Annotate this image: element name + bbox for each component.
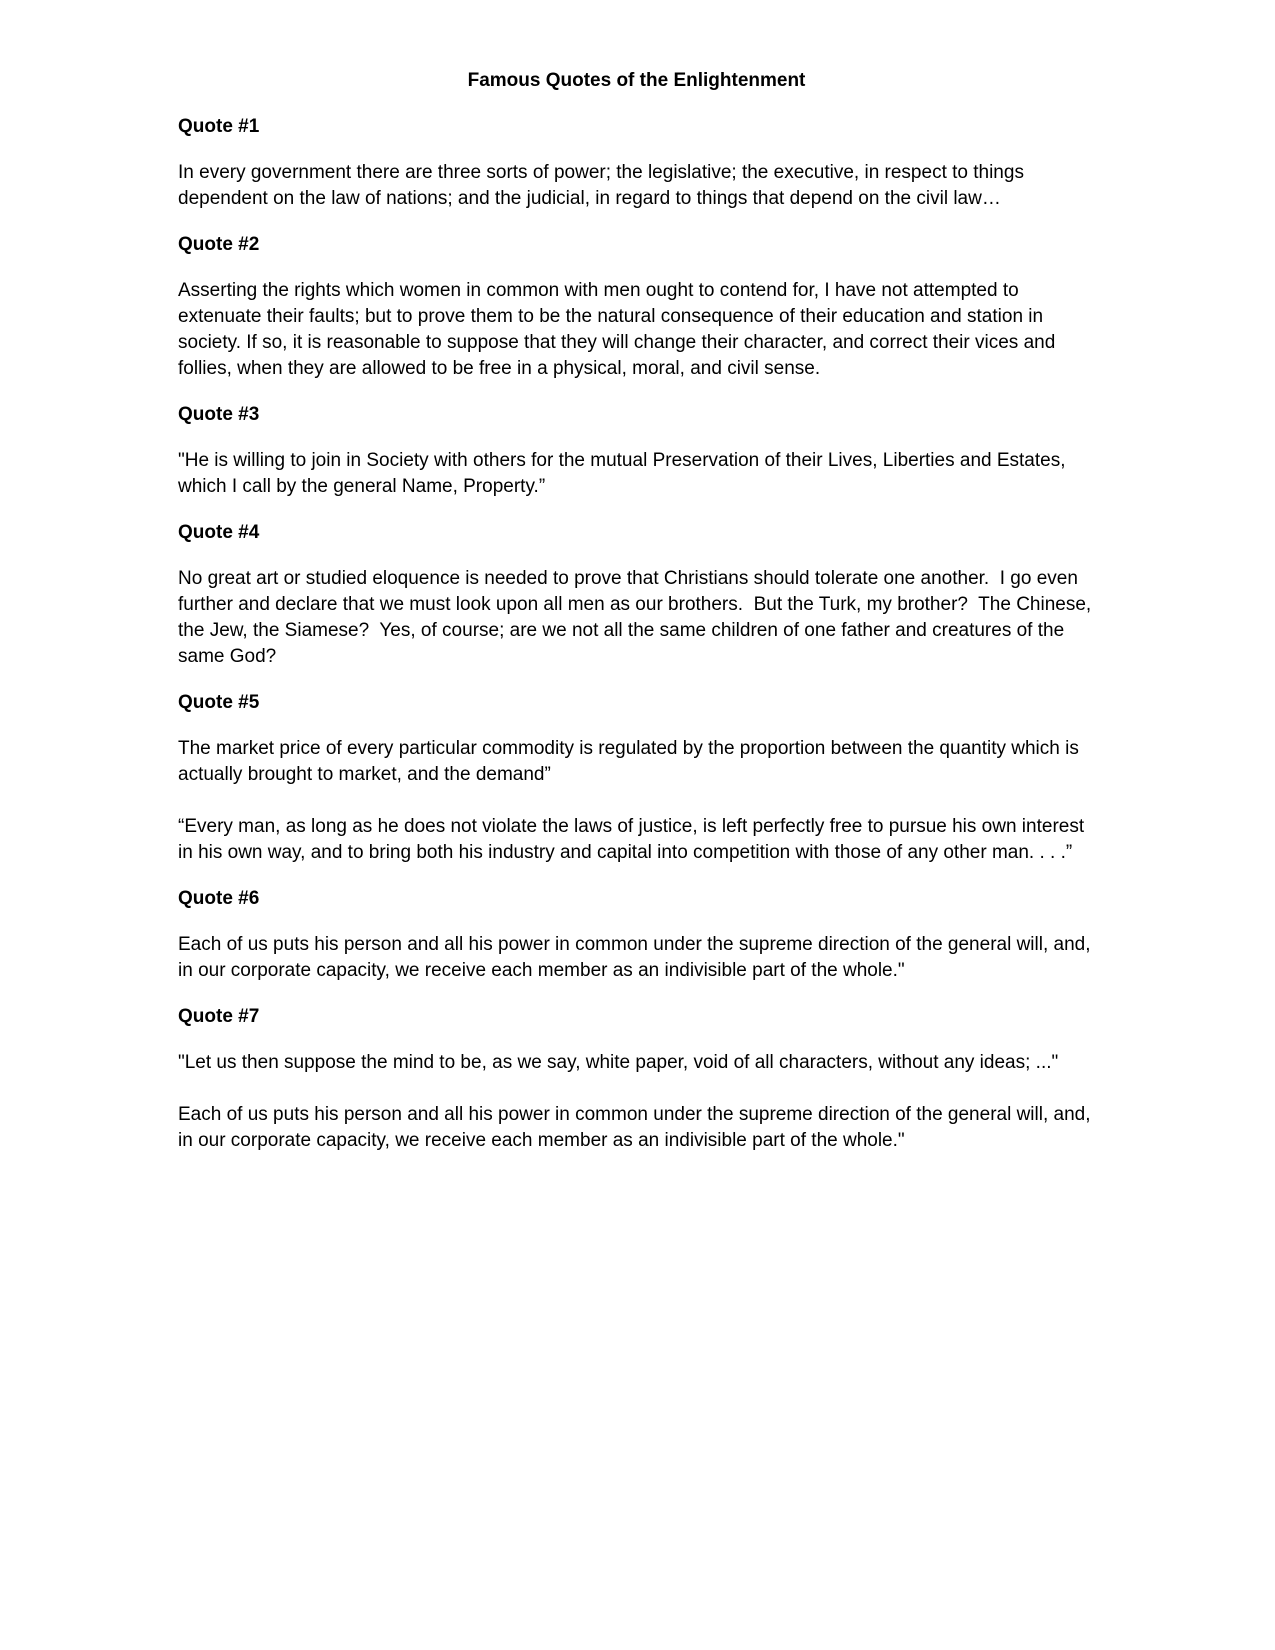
quote-section-4 <box>178 520 1095 670</box>
quote-section-6 <box>178 886 1095 984</box>
quote-paragraph: Asserting the rights which women in common with men ought to contend for, I have not attempted to extenuate their faults; but to prove them to be the natural consequence of their education and station in society. If so, it is reasonable to suppose that they will change their character, and correct their vices and follies, when they are allowed to be free in a physical, moral, and civil sense. <box>178 280 1061 379</box>
document-title: Famous Quotes of the Enlightenment <box>467 70 806 91</box>
quote-paragraph: No great art or studied eloquence is needed to prove that Christians should tolerate one another. I go even further and declare that we must look upon all men as our brothers. But the Turk, my brother? The Chinese, the Jew, the Siamese? Yes, of course; are we not all the same children of one father and creatures of the same God? <box>178 568 1097 667</box>
quote-paragraph: Each of us puts his person and all his power in common under the supreme direction of the general will, and, in our corporate capacity, we receive each member as an indivisible part of the whole." <box>178 1104 1096 1151</box>
quote-heading-1: Quote #1 <box>178 116 260 137</box>
quote-paragraph: “Every man, as long as he does not violate the laws of justice, is left perfectly free to pursue his own interest in his own way, and to bring both his industry and capital into competition with those of any other man. . . .” <box>178 816 1090 863</box>
quote-section-7 <box>178 1004 1095 1154</box>
quote-heading-6: Quote #6 <box>178 888 260 909</box>
quote-section-5 <box>178 690 1095 866</box>
quote-paragraph: In every government there are three sorts of power; the legislative; the executive, in respect to things dependent on the law of nations; and the judicial, in regard to things that depend on the civil law… <box>178 162 1030 209</box>
quote-heading-3: Quote #3 <box>178 404 260 425</box>
quote-paragraph: Each of us puts his person and all his power in common under the supreme direction of the general will, and, in our corporate capacity, we receive each member as an indivisible part of the whole." <box>178 934 1096 981</box>
quote-heading-7: Quote #7 <box>178 1006 260 1027</box>
quote-section-2 <box>178 232 1095 382</box>
quote-heading-4: Quote #4 <box>178 522 260 543</box>
quote-section-1 <box>178 114 1095 212</box>
quote-paragraph: "Let us then suppose the mind to be, as we say, white paper, void of all characters, without any ideas; ..." <box>178 1052 1059 1073</box>
quote-paragraph: The market price of every particular commodity is regulated by the proportion between the quantity which is actually brought to market, and the demand” <box>178 738 1085 785</box>
quote-heading-5: Quote #5 <box>178 692 260 713</box>
quote-heading-2: Quote #2 <box>178 234 260 255</box>
quote-section-3 <box>178 402 1095 500</box>
quote-paragraph: "He is willing to join in Society with others for the mutual Preservation of their Lives, Liberties and Estates, which I call by the general Name, Property.” <box>178 450 1071 497</box>
